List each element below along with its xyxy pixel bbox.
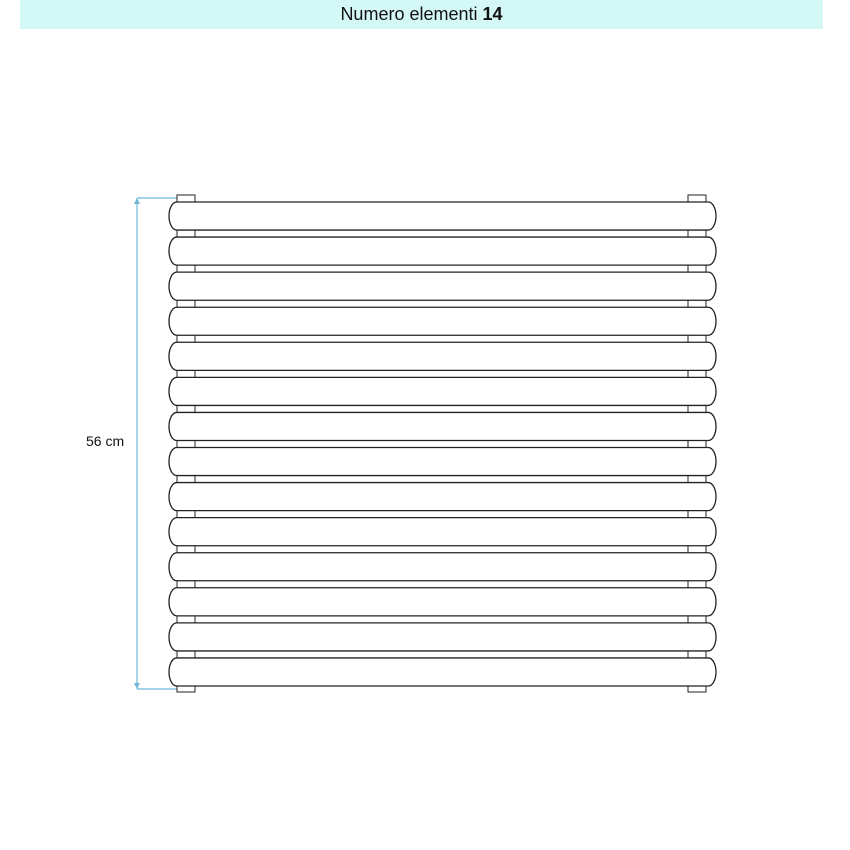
radiator-tubes <box>169 202 716 686</box>
radiator-element <box>169 307 716 335</box>
radiator-element <box>169 658 716 686</box>
dimension-arrow-top <box>134 198 140 204</box>
right-bracket <box>688 195 706 692</box>
radiator-element <box>169 483 716 511</box>
radiator-element <box>169 272 716 300</box>
dimension-arrow-bottom <box>134 683 140 689</box>
mounting-brackets <box>177 195 706 692</box>
height-label: 56 cm <box>86 433 125 449</box>
title-label: Numero elementi <box>340 4 478 24</box>
radiator-element <box>169 588 716 616</box>
radiator-element <box>169 623 716 651</box>
radiator-element <box>169 237 716 265</box>
radiator-element <box>169 202 716 230</box>
radiator-element <box>169 377 716 405</box>
radiator-element <box>169 518 716 546</box>
radiator-element <box>169 448 716 476</box>
left-bracket <box>177 195 195 692</box>
radiator-element <box>169 412 716 440</box>
element-count: 14 <box>482 4 503 24</box>
radiator-element <box>169 553 716 581</box>
radiator-element <box>169 342 716 370</box>
height-dimension <box>134 198 178 689</box>
